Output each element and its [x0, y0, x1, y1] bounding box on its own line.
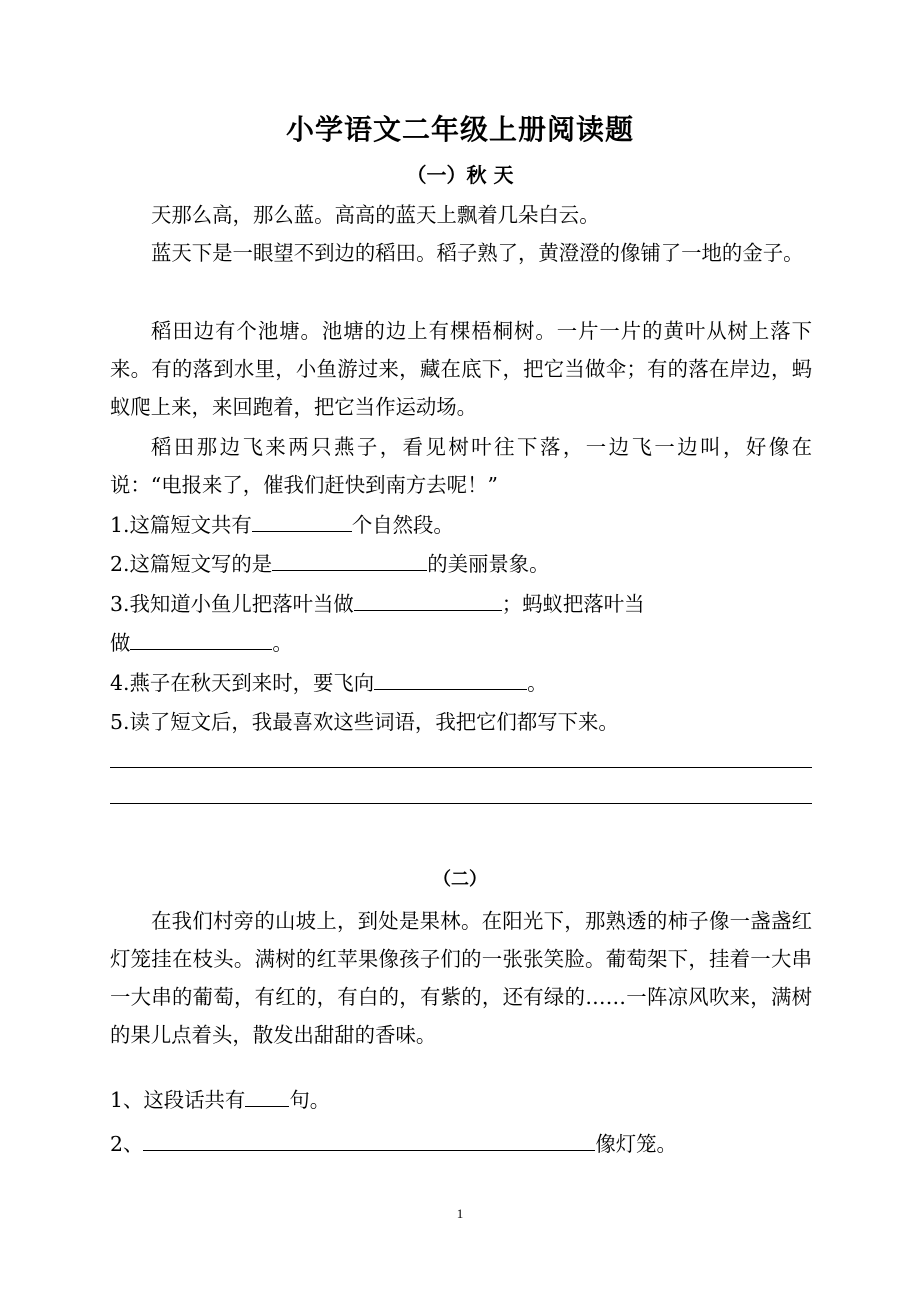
question-3: [110, 585, 812, 623]
question-1: [110, 506, 812, 544]
page-title: 小学语文二年级上册阅读题: [285, 113, 634, 146]
question-2-text: 2.这篇短文写的是: [110, 552, 273, 576]
passage-paragraph-3: 稻田边有个池塘。池塘的边上有棵梧桐树。一片一片的黄叶从树上落下来。有的落到水里，小鱼游过来，藏在底下，把它当做伞；有的落在岸边，蚂蚁爬上来，来回跑着，把它当作运动场。: [110, 319, 812, 419]
answer-blank[interactable]: [272, 548, 427, 571]
answer-blank[interactable]: [143, 1128, 595, 1151]
question-1-suffix: 个自然段。: [351, 513, 454, 537]
part2-question-2-text: 2、: [110, 1132, 144, 1156]
answer-blank[interactable]: [252, 509, 352, 532]
passage-paragraph-2: 蓝天下是一眼望不到边的稻田。稻子熟了，黄澄澄的像铺了一地的金子。: [151, 241, 804, 265]
question-4: [110, 664, 812, 702]
question-3-mid: ；蚂蚁把落叶当: [501, 592, 645, 616]
question-3-text: 3.我知道小鱼儿把落叶当做: [110, 592, 354, 616]
answer-blank[interactable]: [374, 667, 527, 690]
answer-blank[interactable]: [354, 588, 502, 611]
question-5: 5.读了短文后，我最喜欢这些词语，我把它们都写下来。: [110, 710, 619, 734]
part2-question-1-suffix: 句。: [289, 1088, 331, 1112]
answer-blank[interactable]: [245, 1084, 289, 1107]
passage-2-paragraph: 在我们村旁的山坡上，到处是果林。在阳光下，那熟透的柿子像一盏盏红灯笼挂在枝头。满树的红苹果像孩子们的一张张笑脸。葡萄架下，挂着一大串一大串的葡萄，有红的，有白的，有紫的，还有绿的……一阵凉风吹来，满树的果儿点着头，散发出甜甜的香味。: [110, 909, 812, 1047]
passage-paragraph-1: 天那么高，那么蓝。高高的蓝天上飘着几朵白云。: [151, 203, 600, 227]
part2-question-2: [110, 1125, 812, 1163]
answer-line[interactable]: [110, 767, 812, 768]
question-4-suffix: 。: [527, 671, 548, 695]
part2-question-1-text: 1、这段话共有: [110, 1088, 246, 1112]
answer-line[interactable]: [110, 803, 812, 804]
section-heading-autumn: （一）秋 天: [406, 163, 514, 187]
passage-paragraph-4: 稻田那边飞来两只燕子，看见树叶往下落，一边飞一边叫，好像在说：“电报来了，催我们赶快到南方去呢！”: [110, 435, 812, 497]
question-3-continued: [110, 624, 812, 662]
question-3-line2-text: 做: [110, 631, 131, 655]
page-number: 1: [456, 1206, 464, 1221]
question-2: [110, 545, 812, 583]
part2-question-1: [110, 1081, 812, 1119]
section-heading-2: （二）: [433, 869, 487, 890]
question-3-suffix: 。: [272, 631, 293, 655]
question-2-suffix: 的美丽景象。: [427, 552, 550, 576]
answer-blank[interactable]: [130, 627, 272, 650]
part2-question-2-suffix: 像灯笼。: [595, 1132, 677, 1156]
question-4-text: 4.燕子在秋天到来时，要飞向: [110, 671, 375, 695]
question-1-text: 1.这篇短文共有: [110, 513, 252, 537]
